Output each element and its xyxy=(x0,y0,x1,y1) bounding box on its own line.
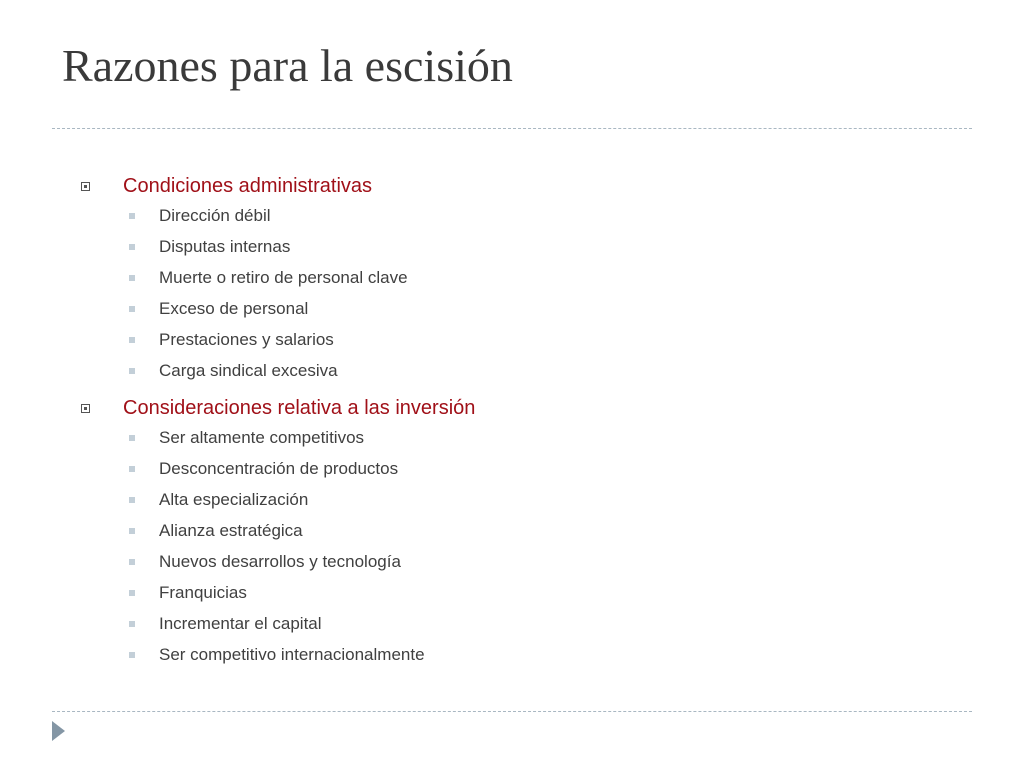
list-item-label: Incrementar el capital xyxy=(159,614,322,633)
list-item-label: Franquicias xyxy=(159,583,247,602)
square-bullet-icon xyxy=(129,652,135,658)
box-bullet-icon xyxy=(81,404,90,413)
list-item xyxy=(0,551,1024,582)
list-item-label: Alianza estratégica xyxy=(159,521,303,540)
list-item-label: Ser altamente competitivos xyxy=(159,428,365,447)
square-bullet-icon xyxy=(129,275,135,281)
list-item xyxy=(0,458,1024,489)
list-item xyxy=(0,236,1024,267)
square-bullet-icon xyxy=(129,466,135,472)
list-item xyxy=(0,613,1024,644)
slide-title: Razones para la escisión xyxy=(62,40,513,91)
list-item-label: Nuevos desarrollos y tecnología xyxy=(159,552,401,571)
list-item-label: Exceso de personal xyxy=(159,299,309,318)
square-bullet-icon xyxy=(129,244,135,250)
list-item-label: Dirección débil xyxy=(159,206,271,225)
section-label: Condiciones administrativas xyxy=(123,175,373,197)
square-bullet-icon xyxy=(129,590,135,596)
list-item xyxy=(0,520,1024,551)
square-bullet-icon xyxy=(129,337,135,343)
bullet-list xyxy=(0,427,1024,675)
square-bullet-icon xyxy=(129,559,135,565)
square-bullet-icon xyxy=(129,368,135,374)
square-bullet-icon xyxy=(129,213,135,219)
list-item xyxy=(0,360,1024,391)
list-item xyxy=(0,329,1024,360)
list-item xyxy=(0,298,1024,329)
list-item-label: Muerte o retiro de personal clave xyxy=(159,268,408,287)
section-heading xyxy=(0,173,1024,203)
top-divider xyxy=(52,128,972,129)
list-item-label: Prestaciones y salarios xyxy=(159,330,334,349)
box-bullet-icon xyxy=(81,182,90,191)
list-item xyxy=(0,582,1024,613)
square-bullet-icon xyxy=(129,497,135,503)
list-item xyxy=(0,644,1024,675)
list-item-label: Disputas internas xyxy=(159,237,291,256)
list-item xyxy=(0,489,1024,520)
square-bullet-icon xyxy=(129,435,135,441)
square-bullet-icon xyxy=(129,621,135,627)
bottom-divider xyxy=(52,711,972,712)
list-item-label: Desconcentración de productos xyxy=(159,459,399,478)
section-heading xyxy=(0,395,1024,425)
list-item-label: Carga sindical excesiva xyxy=(159,361,338,380)
list-item-label: Alta especialización xyxy=(159,490,309,509)
play-triangle-icon xyxy=(52,721,65,741)
list-item-label: Ser competitivo internacionalmente xyxy=(159,645,425,664)
section-label: Consideraciones relativa a las inversión xyxy=(123,397,476,419)
bullet-list xyxy=(0,205,1024,391)
list-item xyxy=(0,427,1024,458)
list-item xyxy=(0,267,1024,298)
square-bullet-icon xyxy=(129,528,135,534)
list-item xyxy=(0,205,1024,236)
square-bullet-icon xyxy=(129,306,135,312)
